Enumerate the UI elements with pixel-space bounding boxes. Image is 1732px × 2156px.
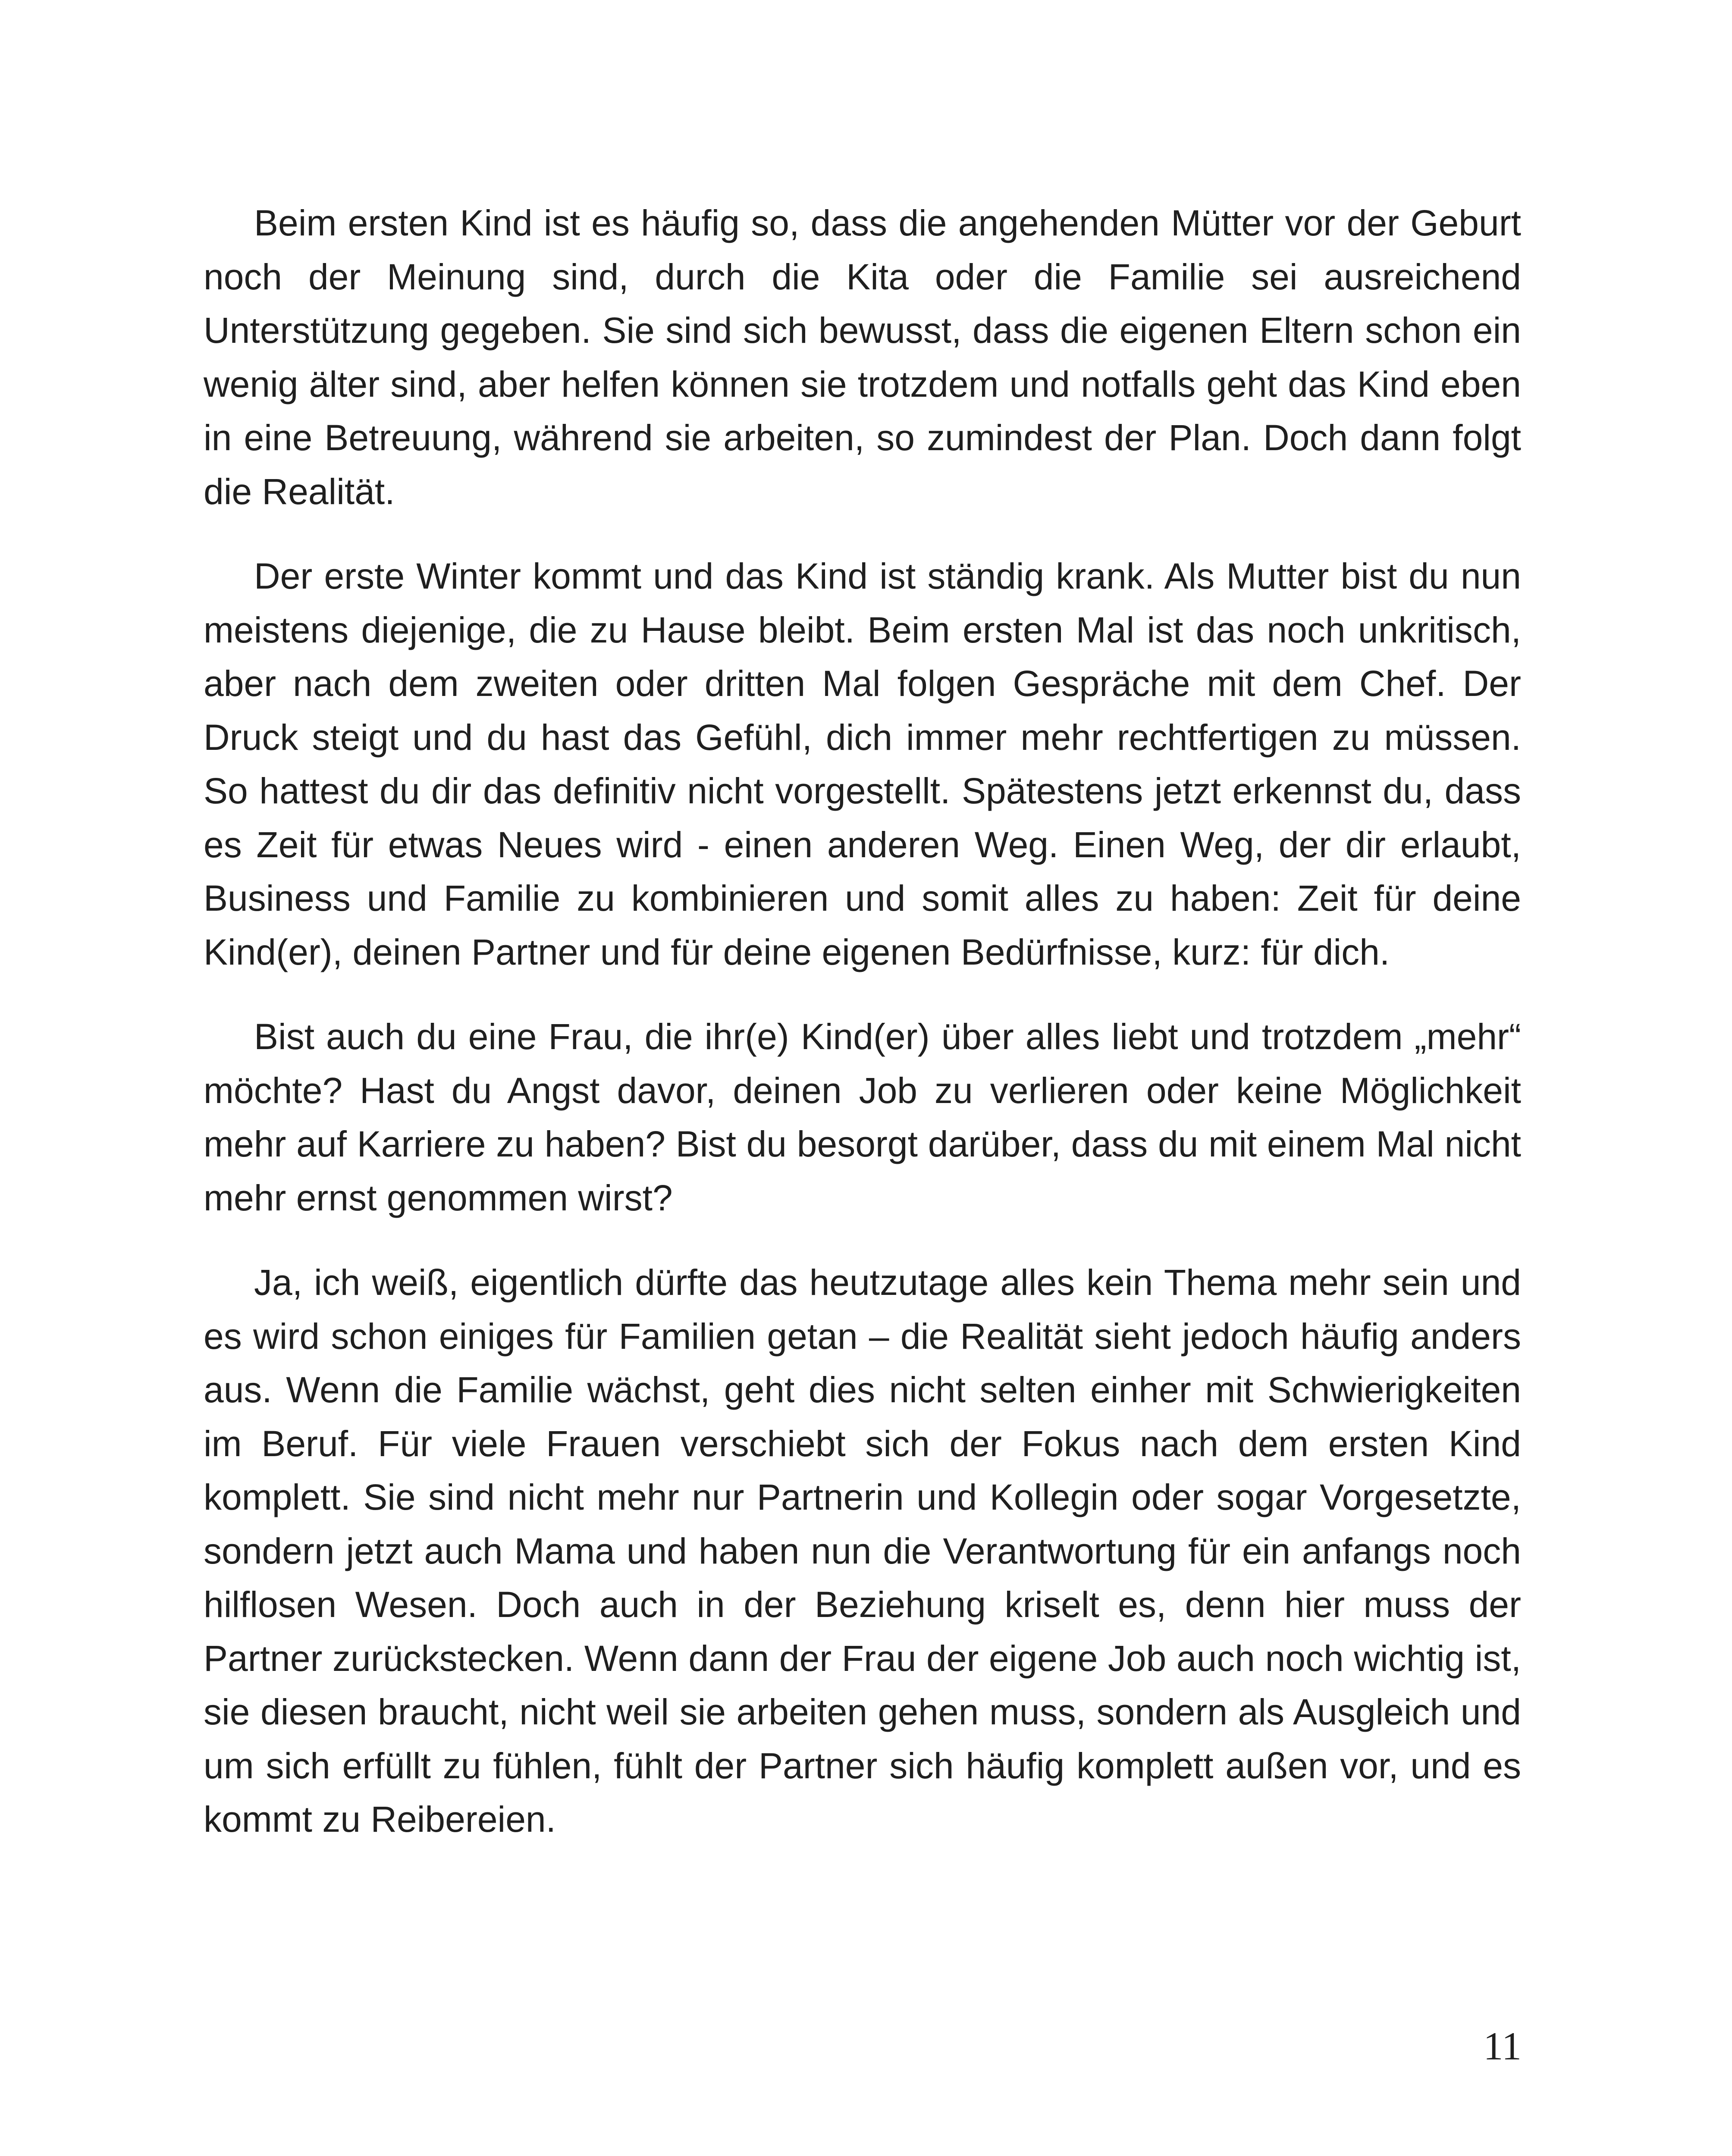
paragraph-2: Der erste Winter kommt und das Kind ist ständig krank. Als Mutter bist du nun meistens diejenige, die zu Hause bleibt. Beim ersten Mal ist das noch unkritisch, aber nach dem zweiten oder dritten Mal folgen Gespräche mit dem Chef. Der Druck steigt und du hast das Gefühl, dich immer mehr rechtfertigen zu müssen. So hattest du dir das definitiv nicht vorgestellt. Spätestens jetzt erkennst du, dass es Zeit für etwas Neues wird - einen anderen Weg. Einen Weg, der dir erlaubt, Business und Familie zu kombinieren und somit alles zu haben: Zeit für deine Kind(er), deinen Partner und für deine eigenen Bedürfnisse, kurz: für dich. (204, 556, 1521, 972)
paragraph-4: Ja, ich weiß, eigentlich dürfte das heutzutage alles kein Thema mehr sein und es wird schon einiges für Familien getan – die Realität sieht jedoch häufig anders aus. Wenn die Familie wächst, geht dies nicht selten einher mit Schwierigkeiten im Beruf. Für viele Frauen verschiebt sich der Fokus nach dem ersten Kind komplett. Sie sind nicht mehr nur Partnerin und Kollegin oder sogar Vorgesetzte, sondern jetzt auch Mama und haben nun die Verantwortung für ein anfangs noch hilflosen Wesen. Doch auch in der Beziehung kriselt es, denn hier muss der Partner zurückstecken. Wenn dann der Frau der eigene Job auch noch wichtig ist, sie diesen braucht, nicht weil sie arbeiten gehen muss, sondern als Ausgleich und um sich erfüllt zu fühlen, fühlt der Partner sich häufig komplett außen vor, und es kommt zu Reibereien. (204, 1262, 1521, 1839)
body-text (204, 196, 1521, 1877)
paragraph-3: Bist auch du eine Frau, die ihr(e) Kind(er) über alles liebt und trotzdem „mehr“ möchte? Hast du Angst davor, deinen Job zu verlieren oder keine Möglichkeit mehr auf Karriere zu haben? Bist du besorgt darüber, dass du mit einem Mal nicht mehr ernst genommen wirst? (204, 1016, 1521, 1218)
page-number: 11 (1483, 2024, 1522, 2068)
paragraph-1: Beim ersten Kind ist es häufig so, dass die angehenden Mütter vor der Geburt noch der Meinung sind, durch die Kita oder die Familie sei ausreichend Unterstützung gegeben. Sie sind sich bewusst, dass die eigenen Eltern schon ein wenig älter sind, aber helfen können sie trotzdem und notfalls geht das Kind eben in eine Betreuung, während sie arbeiten, so zumindest der Plan. Doch dann folgt die Realität. (204, 203, 1521, 512)
